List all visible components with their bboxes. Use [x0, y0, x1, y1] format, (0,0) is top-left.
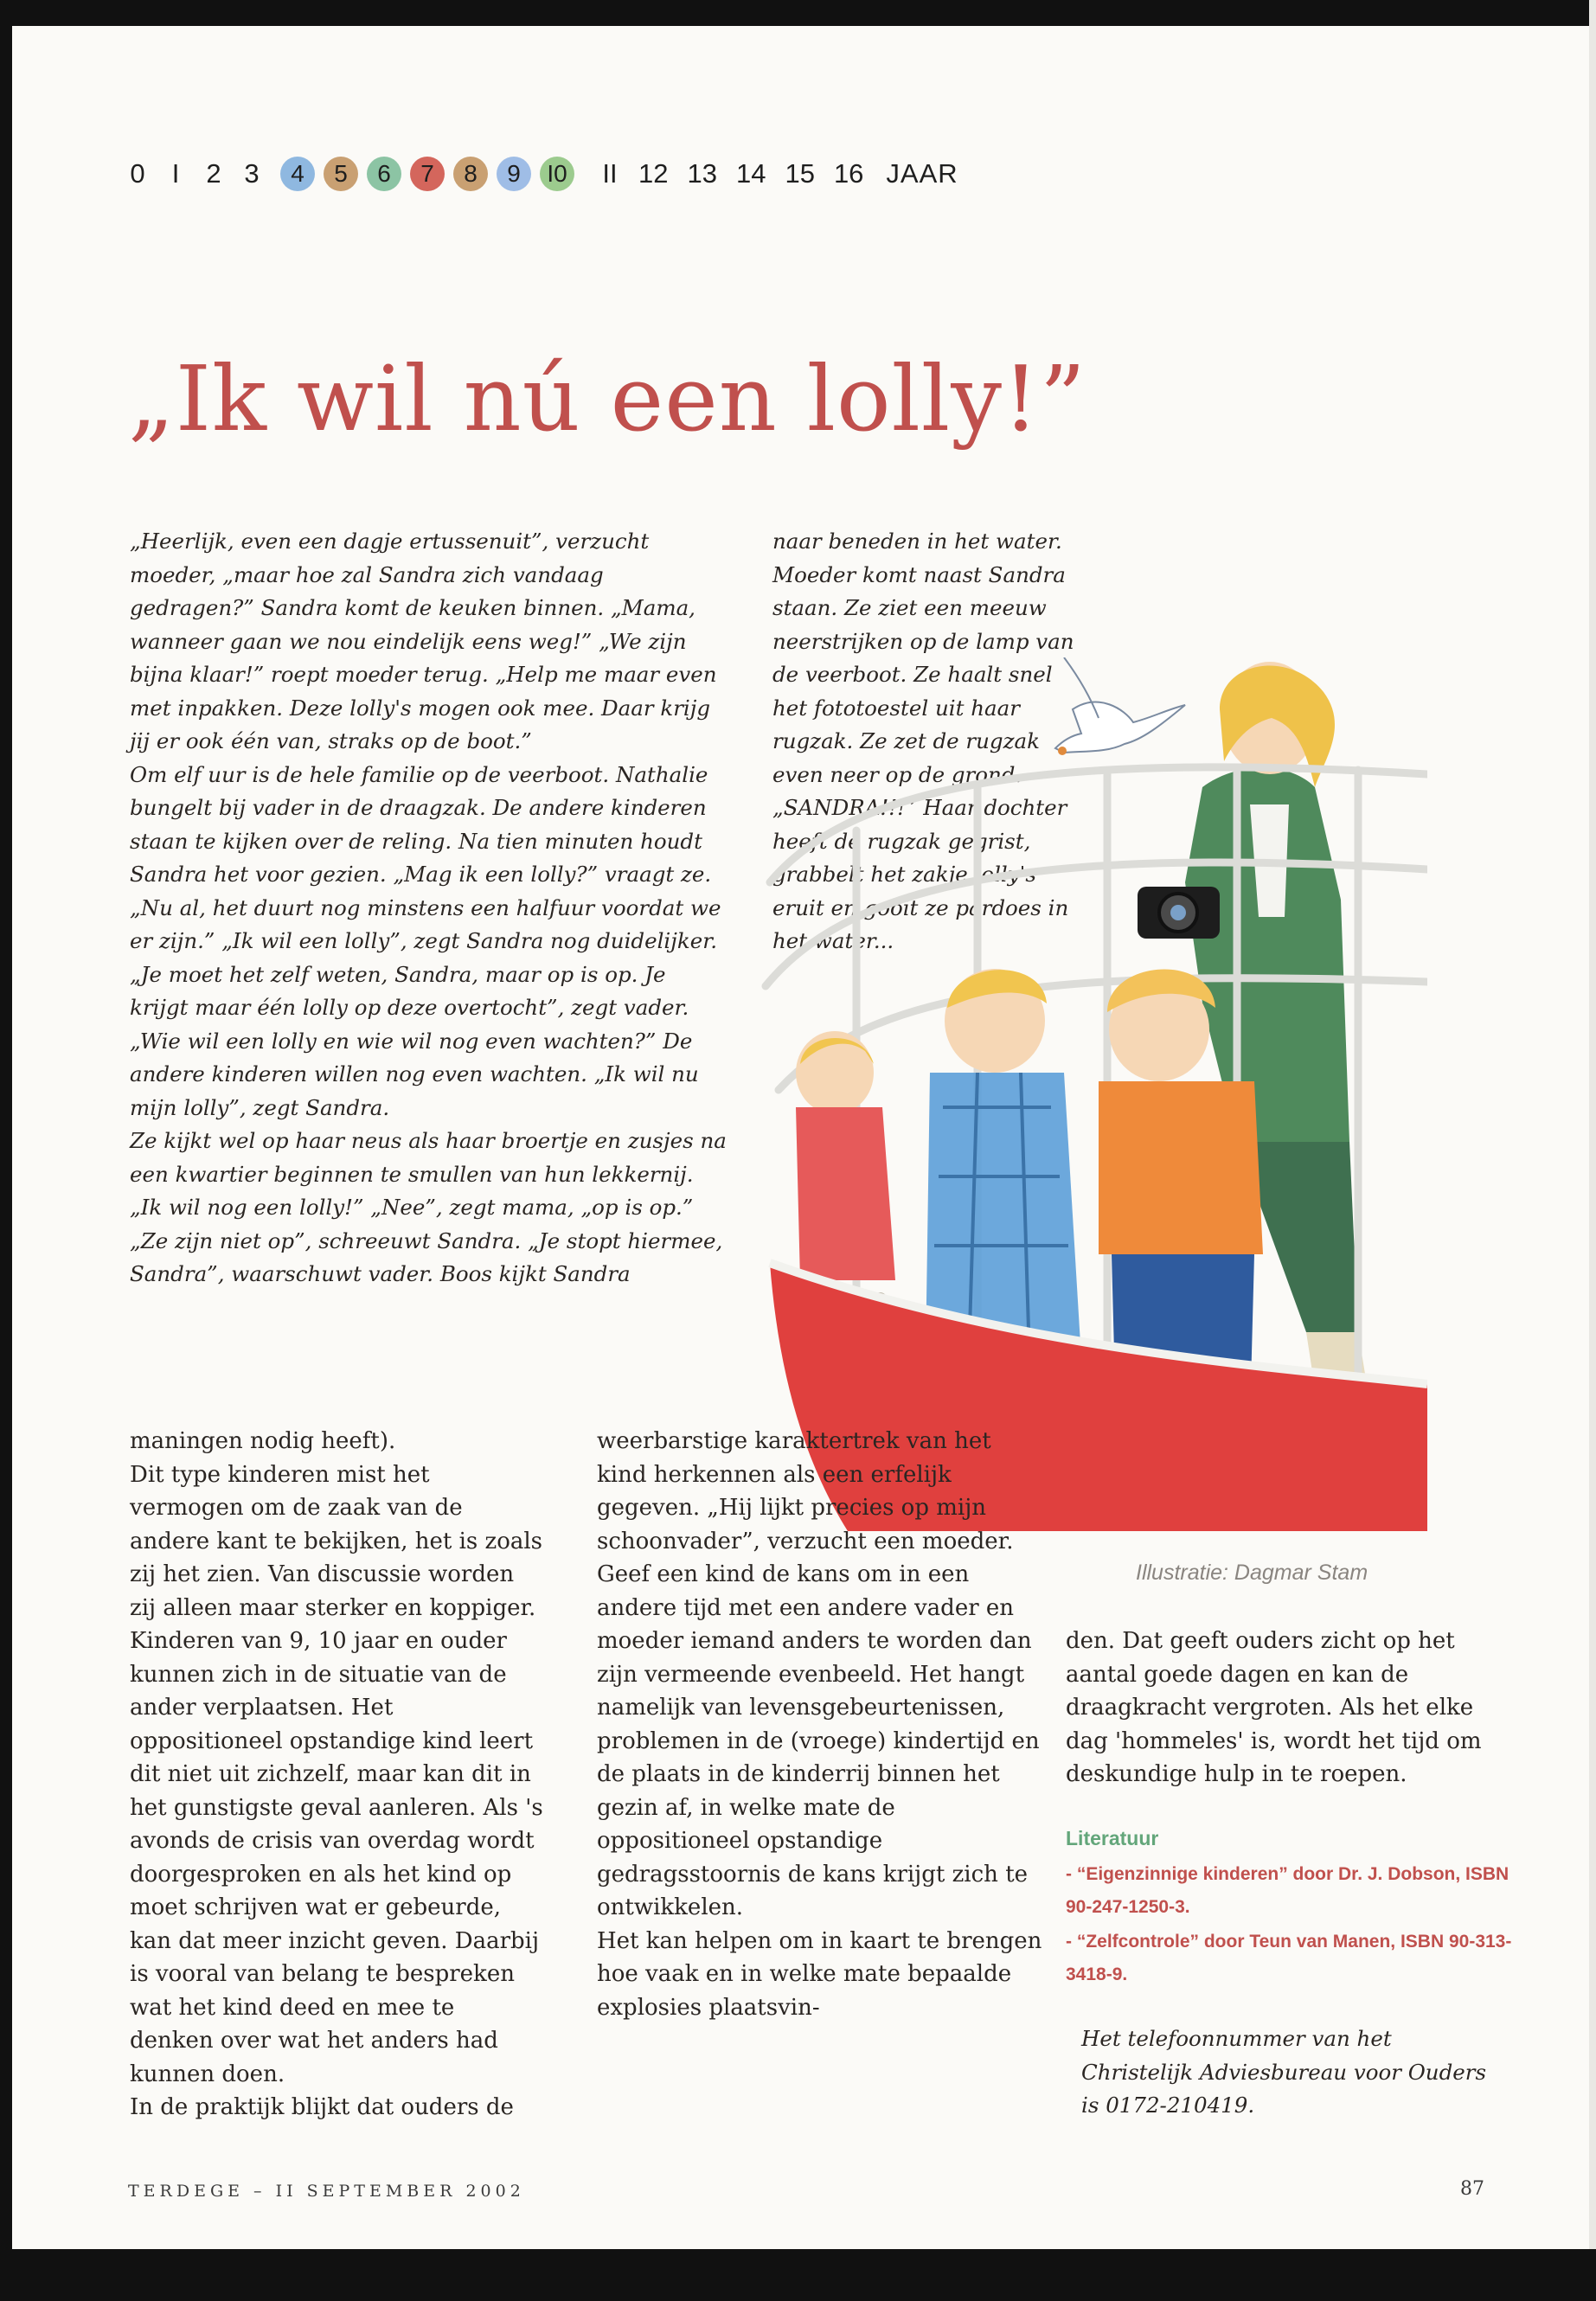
- age-scale: [128, 152, 977, 195]
- age-0: 0: [130, 158, 145, 189]
- age-6-highlight: 6: [367, 157, 401, 191]
- body-column-3: [1066, 1625, 1507, 1791]
- age-13: 13: [687, 158, 717, 189]
- age-8-highlight: 8: [453, 157, 488, 191]
- ferry-illustration: [753, 657, 1427, 1557]
- age-16: 16: [833, 158, 864, 189]
- intro-paragraph: „Heerlijk, even een dagje ertussenuit”, verzucht moeder, „maar hoe zal Sandra zich vandaag gedragen?” Sandra komt de keuken binnen. „Mama, wanneer gaan we nou eindelijk eens weg!” „We zijn bijna klaar!” roept moeder terug. „Help me maar even met inpakken. Deze lolly's mogen ook mee. Daar krijg jij er ook één van, straks op de boot.”: [130, 529, 717, 753]
- girl-middle-figure: [926, 969, 1081, 1358]
- age-12: 12: [638, 158, 669, 189]
- scan-border-right: [1589, 0, 1596, 2301]
- camera-icon: [1138, 887, 1220, 939]
- age-7-highlight: 7: [410, 157, 445, 191]
- intro-paragraph: naar beneden in het water. Moeder komt naast Sandra staan. Ze ziet een meeuw neerstrijken op de lamp van de veerboot. Ze haalt snel het fototoestel uit haar rugzak. Ze zet de rugzak even neer op de grond. „SANDRA!!!” Haar dochter heeft de rugzak gegrist, grabbelt het zakje lolly's eruit en gooit ze pardoes in het water...: [772, 529, 1074, 953]
- body-paragraph: In de praktijk blijkt dat ouders de: [130, 2094, 514, 2120]
- age-3: 3: [244, 158, 260, 189]
- intro-story-left: [130, 525, 727, 1292]
- seagull-icon: [1055, 657, 1185, 755]
- body-paragraph: weerbarstige karaktertrek van het kind herkennen als een erfelijk gegeven. „Hij lijkt precies op mijn schoonvader”, verzucht een moeder. Geef een kind de kans om in een andere tijd met een andere vader en moeder iemand anders te worden dan zijn vermeende evenbeeld. Het hangt namelijk van levensgebeurtenissen, problemen in de (vroege) kindertijd en de plaats in de kinderrij binnen het gezin af, in welke mate de oppositioneel opstandige gedragsstoornis de kans krijgt zich te ontwikkelen.: [597, 1428, 1040, 1920]
- age-2: 2: [206, 158, 221, 189]
- age-9-highlight: 9: [497, 157, 531, 191]
- literature-item: - “Zelfcontrole” door Teun van Manen, ISBN 90-313-3418-9.: [1066, 1932, 1512, 1984]
- body-column-1: [130, 1425, 545, 2125]
- body-paragraph: Het kan helpen om in kaart te brengen hoe vaak en in welke mate bepaalde explosies plaatsvin-: [597, 1927, 1042, 2021]
- body-paragraph: maningen nodig heeft).: [130, 1428, 396, 1454]
- literature-heading: Literatuur: [1066, 1827, 1159, 1849]
- age-15: 15: [785, 158, 815, 189]
- body-paragraph: Dit type kinderen mist het vermogen om de zaak van de andere kant te bekijken, het is zoals zij het zien. Van discussie worden zij alleen maar sterker en koppiger. Kinderen van 9, 10 jaar en ouder kunnen zich in de situatie van de ander verplaatsen. Het oppositioneel opstandige kind leert dit niet uit zichzelf, maar kan dit in het gunstigste geval aanleren. Als 's avonds de crisis van overdag wordt doorgesproken en als het kind op moet schrijven wat er gebeurde, kan dat meer inzicht geven. Daarbij is vooral van belang te bespreken wat het kind deed en mee te denken over wat het anders had kunnen doen.: [130, 1461, 543, 2087]
- page-number: 87: [1460, 2178, 1484, 2200]
- scan-border-bottom: [0, 2249, 1596, 2301]
- intro-paragraph: Ze kijkt wel op haar neus als haar broertje en zusjes na een kwartier beginnen te smullen van hun lekkernij. „Ik wil nog een lolly!” „Nee”, zegt mama, „op is op.” „Ze zijn niet op”, schreeuwt Sandra. „Je stopt hiermee, Sandra”, waarschuwt vader. Boos kijkt Sandra: [130, 1128, 727, 1286]
- girl-left-figure: [796, 1031, 895, 1280]
- body-paragraph: den. Dat geeft ouders zicht op het aantal goede dagen en kan de draagkracht vergroten. Als het elke dag 'hommeles' is, wordt het tijd om deskundige hulp in te roepen.: [1066, 1628, 1482, 1787]
- age-5-highlight: 5: [324, 157, 358, 191]
- age-unit: JAAR: [886, 158, 958, 189]
- intro-paragraph: Om elf uur is de hele familie op de veerboot. Nathalie bungelt bij vader in de draagzak. De andere kinderen staan te kijken over de reling. Na tien minuten houdt Sandra het voor gezien. „Mag ik een lolly?” vraagt ze. „Nu al, het duurt nog minstens een halfuur voordat we er zijn.” „Ik wil een lolly”, zegt Sandra nog duidelijker. „Je moet het zelf weten, Sandra, maar op is op. Je krijgt maar één lolly op deze overtocht”, zegt vader. „Wie wil een lolly en wie wil nog even wachten?” De andere kinderen willen nog even wachten. „Ik wil nu mijn lolly”, zegt Sandra.: [130, 761, 721, 1120]
- phone-note: Het telefoonnummer van het Christelijk Adviesbureau voor Ouders is 0172-210419.: [1081, 2026, 1487, 2118]
- age-14: 14: [735, 158, 766, 189]
- scan-border-top: [0, 0, 1596, 26]
- age-1: I: [171, 158, 180, 189]
- age-10-highlight: I0: [540, 157, 574, 191]
- scan-border-left: [0, 0, 12, 2301]
- age-11: II: [602, 158, 618, 189]
- footer-magazine-date: TERDEGE – II SEPTEMBER 2002: [128, 2182, 525, 2201]
- literature-item: - “Eigenzinnige kinderen” door Dr. J. Dobson, ISBN 90-247-1250-3.: [1066, 1864, 1509, 1917]
- illustration-credit: Illustratie: Dagmar Stam: [1136, 1561, 1368, 1585]
- age-4-highlight: 4: [280, 157, 315, 191]
- article-title: „Ik wil nú een lolly!”: [128, 346, 1086, 452]
- body-column-2: [597, 1425, 1042, 2024]
